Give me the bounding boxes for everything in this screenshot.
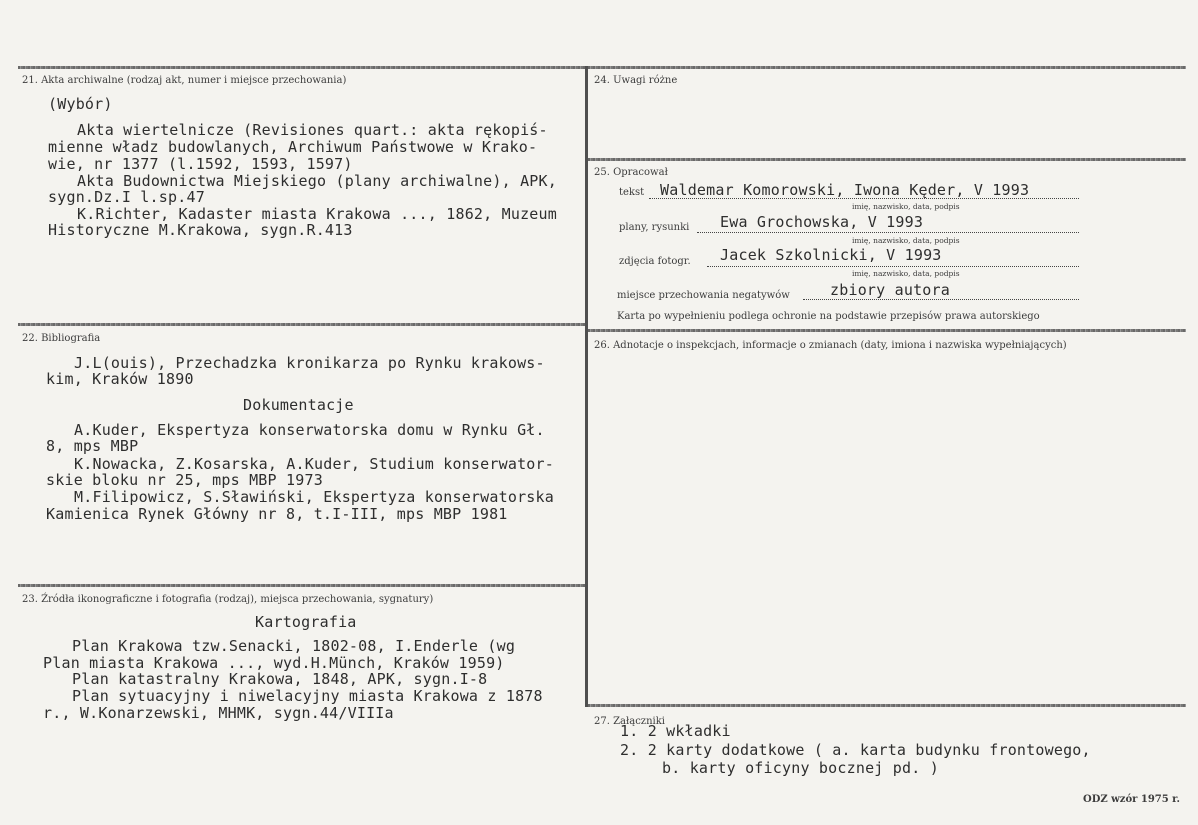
zdjecia-caption: imię, nazwisko, data, podpis — [852, 269, 960, 278]
section-22-heading: 22. Bibliografia — [22, 333, 101, 344]
plany-dotline — [697, 231, 1079, 233]
section-22-line: A.Kuder, Ekspertyza konserwatorska domu w Rynku Gł. — [74, 421, 545, 439]
section-22-line: kim, Kraków 1890 — [46, 370, 194, 388]
plany-caption: imię, nazwisko, data, podpis — [852, 236, 960, 245]
tekst-label: tekst — [619, 187, 645, 198]
section-22-line: M.Filipowicz, S.Sławiński, Ekspertyza konserwatorska — [74, 488, 554, 506]
section-23-line: Plan katastralny Krakowa, 1848, APK, sygn.I-8 — [72, 670, 488, 688]
section-22-line: J.L(ouis), Przechadzka kronikarza po Rynku krakows- — [74, 354, 545, 372]
plany-label: plany, rysunki — [619, 222, 690, 233]
form-number: ODZ wzór 1975 r. — [1083, 794, 1181, 805]
section-21-heading: 21. Akta archiwalne (rodzaj akt, numer i miejsce przechowania) — [22, 75, 347, 86]
section-21-line: (Wybór) — [48, 95, 113, 113]
tekst-value: Waldemar Komorowski, Iwona Kęder, V 1993 — [660, 181, 1030, 199]
center-divider — [585, 66, 588, 707]
section-27-line: 2. 2 karty dodatkowe ( a. karta budynku frontowego, — [620, 741, 1091, 759]
section-25-heading: 25. Opracował — [594, 167, 668, 178]
section-21-line: Historyczne M.Krakowa, sygn.R.413 — [48, 221, 353, 239]
section-27-heading: 27. Załączniki — [594, 716, 665, 727]
section-26-heading: 26. Adnotacje o inspekcjach, informacje o zmianach (daty, imiona i nazwiska wypełniających) — [594, 340, 1067, 351]
section-27-line: b. karty oficyny bocznej pd. ) — [662, 759, 939, 777]
section-23-line: Plan sytuacyjny i niwelacyjny miasta Krakowa z 1878 — [72, 687, 543, 705]
section-24-heading: 24. Uwagi różne — [594, 75, 678, 86]
section-21-line: K.Richter, Kadaster miasta Krakowa ..., 1862, Muzeum — [77, 205, 557, 223]
right-rule-25 — [588, 158, 1186, 161]
zdjecia-label: zdjęcia fotogr. — [619, 256, 691, 267]
section-23-subheading: Kartografia — [255, 613, 357, 631]
section-21-line: mienne władz budowlanych, Archiwum Państwowe w Krako- — [48, 138, 538, 156]
left-rule-23 — [18, 584, 588, 587]
miejsce-label: miejsce przechowania negatywów — [617, 290, 790, 301]
tekst-caption: imię, nazwisko, data, podpis — [852, 202, 960, 211]
plany-value: Ewa Grochowska, V 1993 — [720, 213, 924, 231]
section-22-line: skie bloku nr 25, mps MBP 1973 — [46, 471, 323, 489]
copyright-notice: Karta po wypełnieniu podlega ochronie na podstawie przepisów prawa autorskiego — [617, 311, 1040, 322]
section-21-line: Akta Budownictwa Miejskiego (plany archiwalne), APK, — [77, 172, 557, 190]
left-rule-22 — [18, 323, 588, 326]
miejsce-value: zbiory autora — [830, 281, 950, 299]
section-22-line: K.Nowacka, Z.Kosarska, A.Kuder, Studium konserwator- — [74, 455, 554, 473]
section-23-line: Plan miasta Krakowa ..., wyd.H.Münch, Kraków 1959) — [43, 654, 505, 672]
section-22-line: 8, mps MBP — [46, 437, 139, 455]
section-21-line: wie, nr 1377 (l.1592, 1593, 1597) — [48, 155, 353, 173]
zdjecia-value: Jacek Szkolnicki, V 1993 — [720, 246, 942, 264]
section-23-line: r., W.Konarzewski, MHMK, sygn.44/VIIIa — [43, 704, 394, 722]
section-27-line: 1. 2 wkładki — [620, 722, 731, 740]
section-23-heading: 23. Źródła ikonograficzne i fotografia (rodzaj), miejsca przechowania, sygnatury) — [22, 594, 434, 605]
zdjecia-dotline — [707, 265, 1079, 267]
right-rule-26 — [588, 329, 1186, 332]
section-21-line: Akta wiertelnicze (Revisiones quart.: akta rękopiś- — [77, 121, 548, 139]
top-rule — [18, 66, 1186, 69]
right-rule-27 — [588, 704, 1186, 707]
section-22-subheading: Dokumentacje — [243, 396, 354, 414]
section-22-line: Kamienica Rynek Główny nr 8, t.I-III, mps MBP 1981 — [46, 505, 508, 523]
section-21-line: sygn.Dz.I l.sp.47 — [48, 188, 205, 206]
section-23-line: Plan Krakowa tzw.Senacki, 1802-08, I.Enderle (wg — [72, 637, 516, 655]
